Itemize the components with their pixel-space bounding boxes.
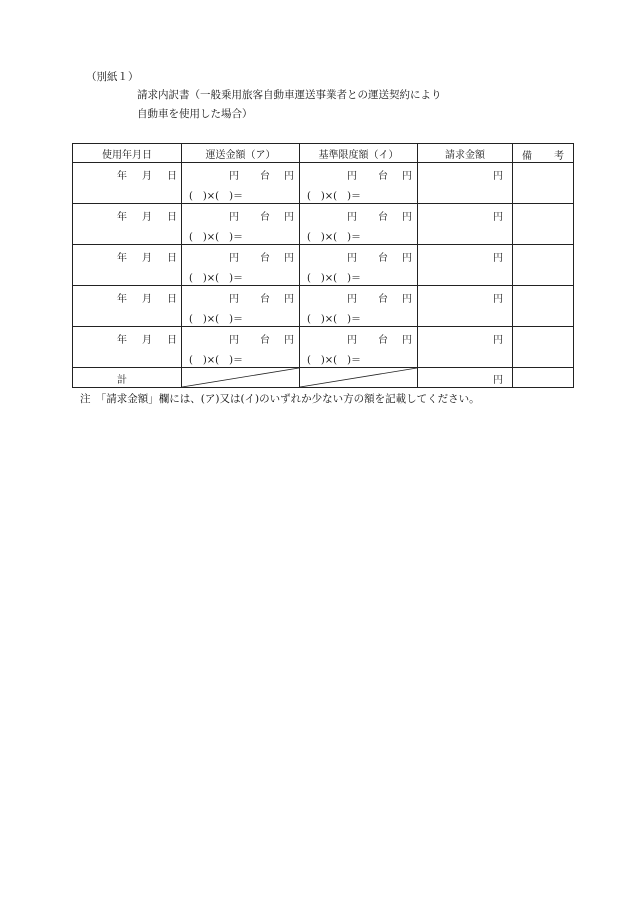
yen-label: 円 [229,335,239,346]
yen-label: 円 [402,253,412,264]
table-row [73,163,574,204]
yen-label: 円 [493,253,503,264]
total-row [73,368,574,388]
claim-cell[interactable] [418,163,513,204]
total-label-cell [73,368,182,388]
units-label: 台 [260,212,270,223]
remarks-cell[interactable] [513,245,574,286]
yen-label: 円 [402,212,412,223]
month-label: 月 [142,171,152,182]
limit-cell[interactable] [300,286,418,327]
yen-label: 円 [402,335,412,346]
day-label: 日 [167,294,177,305]
formula-text: ( )×( )＝ [307,273,361,284]
year-label: 年 [117,171,127,182]
units-label: 台 [378,294,388,305]
limit-cell[interactable] [300,163,418,204]
units-label: 台 [378,171,388,182]
units-label: 台 [378,212,388,223]
yen-label: 円 [229,212,239,223]
header-remarks [513,144,574,163]
total-fare-cell [182,368,300,388]
units-label: 台 [260,335,270,346]
appendix-label: （別紙１） [86,71,139,83]
limit-cell[interactable] [300,327,418,368]
month-label: 月 [142,212,152,223]
formula-text: ( )×( )＝ [189,314,243,325]
header-claim: 請求金額 [418,144,513,163]
remarks-cell[interactable] [513,204,574,245]
table-row [73,327,574,368]
units-label: 台 [378,253,388,264]
limit-cell[interactable] [300,204,418,245]
yen-label: 円 [229,253,239,264]
header-limit: 基準限度額（イ） [300,144,418,163]
year-label: 年 [117,294,127,305]
day-label: 日 [167,335,177,346]
total-remarks-cell[interactable] [513,368,574,388]
remarks-cell[interactable] [513,327,574,368]
document-title-continued: 自動車を使用した場合） [137,108,253,120]
yen-label: 円 [347,212,357,223]
yen-label: 円 [284,335,294,346]
day-label: 日 [167,171,177,182]
year-label: 年 [117,212,127,223]
yen-label: 円 [284,212,294,223]
yen-label: 円 [493,375,503,386]
units-label: 台 [378,335,388,346]
month-label: 月 [142,294,152,305]
header-remarks-char2: 考 [554,151,564,162]
year-label: 年 [117,253,127,264]
fare-cell[interactable] [182,163,300,204]
yen-label: 円 [402,294,412,305]
date-cell[interactable] [73,286,182,327]
yen-label: 円 [347,294,357,305]
table-header-row [73,144,574,163]
units-label: 台 [260,294,270,305]
units-label: 台 [260,253,270,264]
yen-label: 円 [284,171,294,182]
fare-cell[interactable] [182,327,300,368]
date-cell[interactable] [73,245,182,286]
remarks-cell[interactable] [513,163,574,204]
document-title: 請求内訳書（一般乗用旅客自動車運送事業者との運送契約により [137,89,442,101]
formula-text: ( )×( )＝ [189,355,243,366]
formula-text: ( )×( )＝ [189,191,243,202]
formula-text: ( )×( )＝ [307,355,361,366]
claim-cell[interactable] [418,286,513,327]
yen-label: 円 [493,335,503,346]
date-cell[interactable] [73,327,182,368]
table-row [73,204,574,245]
yen-label: 円 [493,294,503,305]
yen-label: 円 [347,253,357,264]
formula-text: ( )×( )＝ [307,232,361,243]
month-label: 月 [142,335,152,346]
diagonal-strike [300,368,417,387]
day-label: 日 [167,212,177,223]
diagonal-strike [182,368,299,387]
month-label: 月 [142,253,152,264]
yen-label: 円 [229,171,239,182]
table-row [73,286,574,327]
header-remarks-char1: 備 [522,151,532,162]
fare-cell[interactable] [182,204,300,245]
formula-text: ( )×( )＝ [307,314,361,325]
yen-label: 円 [493,171,503,182]
formula-text: ( )×( )＝ [189,273,243,284]
yen-label: 円 [402,171,412,182]
remarks-cell[interactable] [513,286,574,327]
fare-cell[interactable] [182,245,300,286]
header-date: 使用年月日 [73,144,182,163]
formula-text: ( )×( )＝ [307,191,361,202]
fare-cell[interactable] [182,286,300,327]
limit-cell[interactable] [300,245,418,286]
total-limit-cell [300,368,418,388]
yen-label: 円 [229,294,239,305]
claim-cell[interactable] [418,204,513,245]
footnote: 注 「請求金額」欄には、(ア)又は(イ)のいずれか少ない方の額を記載してください。 [80,393,480,405]
header-fare: 運送金額（ア） [182,144,300,163]
yen-label: 円 [284,294,294,305]
units-label: 台 [260,171,270,182]
yen-label: 円 [493,212,503,223]
date-cell[interactable] [73,204,182,245]
total-claim-cell[interactable] [418,368,513,388]
formula-text: ( )×( )＝ [189,232,243,243]
date-cell[interactable] [73,163,182,204]
day-label: 日 [167,253,177,264]
yen-label: 円 [347,335,357,346]
yen-label: 円 [347,171,357,182]
claim-breakdown-table [72,143,574,388]
total-label: 計 [117,375,127,386]
claim-cell[interactable] [418,245,513,286]
year-label: 年 [117,335,127,346]
yen-label: 円 [284,253,294,264]
claim-cell[interactable] [418,327,513,368]
table-row [73,245,574,286]
